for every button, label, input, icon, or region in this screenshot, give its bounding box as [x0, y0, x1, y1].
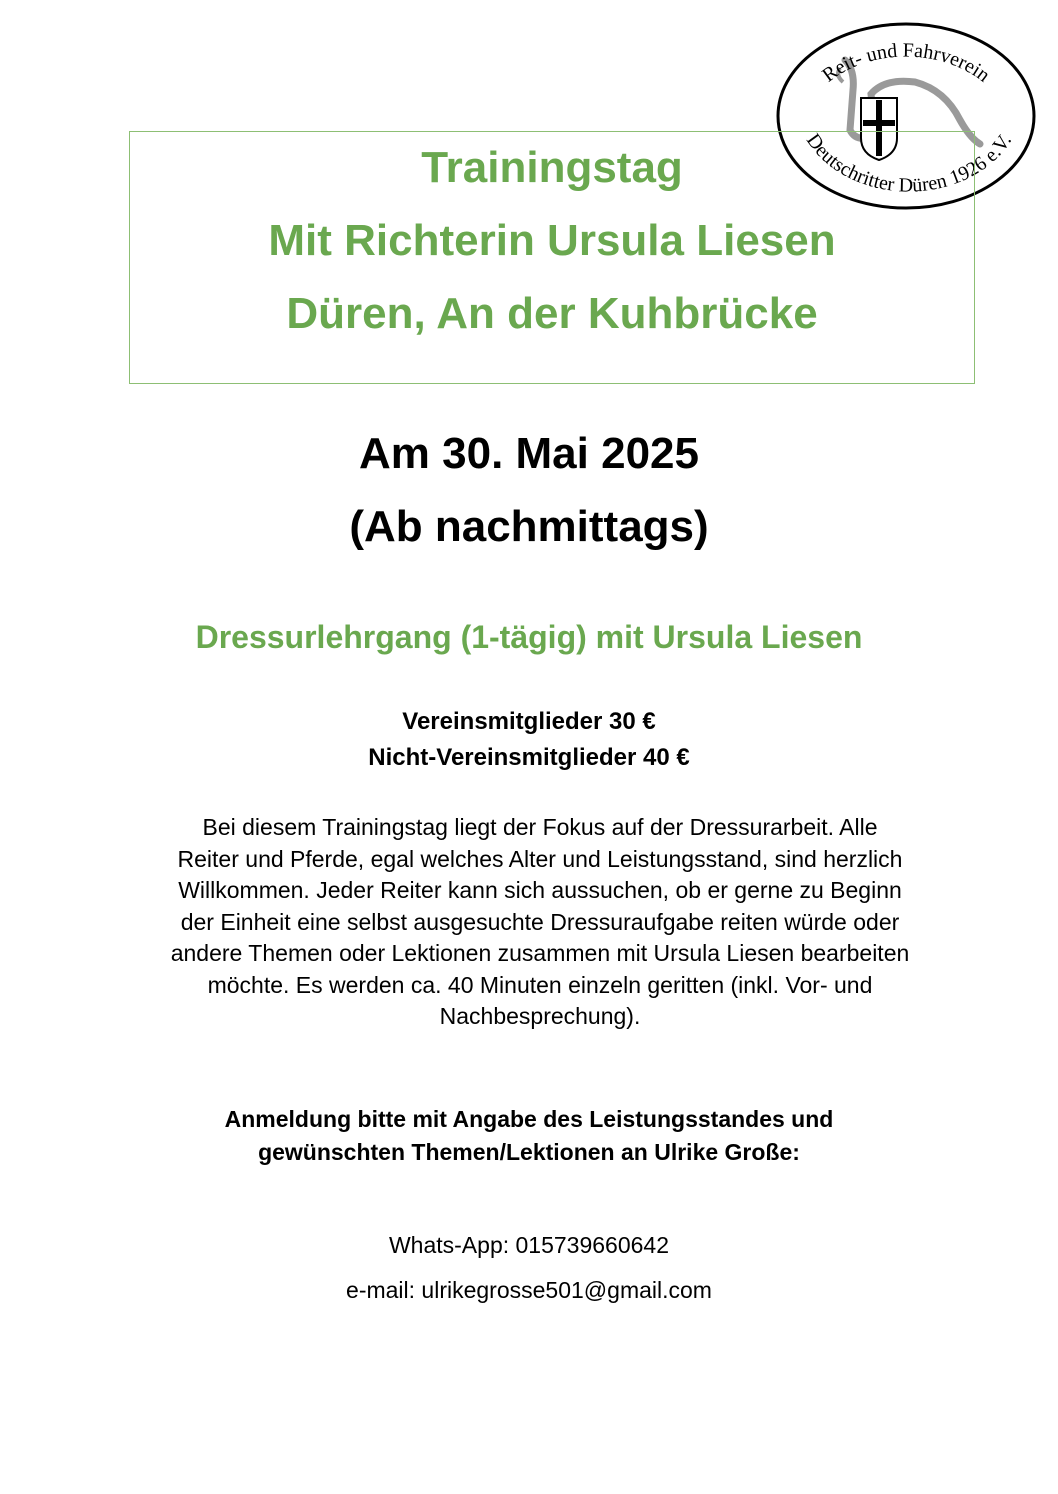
course-title: Dressurlehrgang (1-tägig) mit Ursula Liesen: [195, 619, 863, 655]
logo-text-top: Reit- und Fahrverein: [818, 39, 994, 87]
title-line-3: Düren, An der Kuhbrücke: [286, 289, 818, 338]
title-line-2: Mit Richterin Ursula Liesen: [268, 216, 836, 265]
description-line: Bei diesem Trainingstag liegt der Fokus auf der Dressurarbeit. Alle: [202, 814, 878, 840]
registration-line-1: Anmeldung bitte mit Angabe des Leistungsstandes und: [224, 1106, 834, 1132]
event-time: (Ab nachmittags): [349, 502, 709, 551]
description-line: möchte. Es werden ca. 40 Minuten einzeln geritten (inkl. Vor- und: [207, 971, 873, 998]
contact-email[interactable]: e-mail: ulrikegrosse501@gmail.com: [346, 1277, 712, 1303]
title-line-1: Trainingstag: [421, 143, 683, 192]
description-line: der Einheit eine selbst ausgesuchte Dressuraufgabe reiten würde oder: [180, 908, 900, 935]
price-non-members: Nicht-Vereinsmitglieder 40 €: [368, 744, 690, 771]
registration-line-2: gewünschten Themen/Lektionen an Ulrike Große:: [258, 1139, 800, 1165]
description-line: Willkommen. Jeder Reiter kann sich aussuchen, ob er gerne zu Beginn: [178, 877, 902, 903]
description-line: Reiter und Pferde, egal welches Alter und Leistungsstand, sind herzlich: [177, 845, 903, 872]
event-date: Am 30. Mai 2025: [359, 429, 699, 478]
description-line: andere Themen oder Lektionen zusammen mit Ursula Liesen bearbeiten: [170, 940, 910, 966]
contact-whatsapp: Whats-App: 015739660642: [388, 1232, 670, 1258]
logo-text-bottom: Deutschritter Düren 1926 e.V.: [801, 129, 1017, 197]
description: [120, 812, 960, 1033]
description-line: Nachbesprechung).: [439, 1003, 641, 1029]
title-box: [129, 131, 975, 384]
price-members: Vereinsmitglieder 30 €: [402, 708, 656, 735]
